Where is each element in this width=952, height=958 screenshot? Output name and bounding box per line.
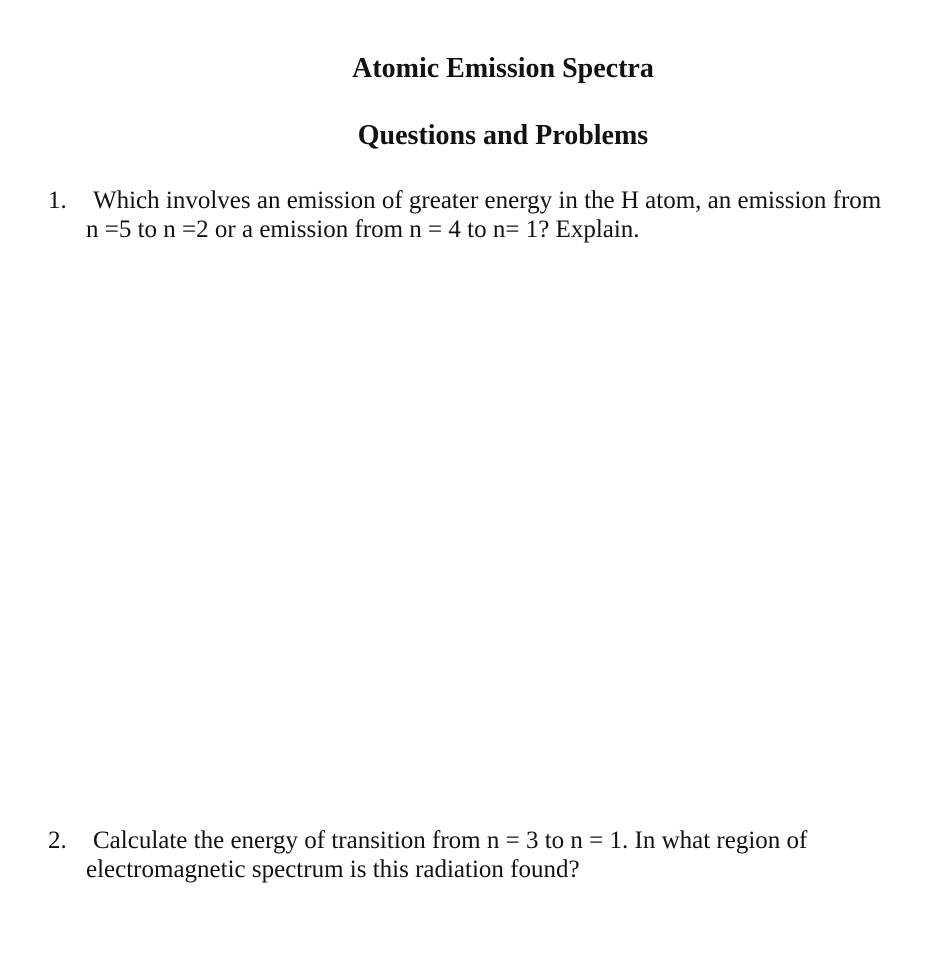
question-text-line: Calculate the energy of transition from n = 3 to n = 1. In what region of [93, 827, 808, 854]
question-number: 1. [48, 187, 67, 214]
question-number: 2. [48, 827, 67, 854]
answer-space [86, 260, 906, 800]
page-title: Atomic Emission Spectra [352, 53, 654, 84]
question-1 [0, 186, 952, 246]
page-subtitle: Questions and Problems [357, 120, 649, 151]
question-2 [0, 826, 952, 886]
question-text-line: n =5 to n =2 or a emission from n = 4 to n= 1? Explain. [86, 216, 640, 243]
question-text-line: Which involves an emission of greater energy in the H atom, an emission from [93, 187, 882, 214]
question-text-line: electromagnetic spectrum is this radiation found? [86, 856, 580, 883]
